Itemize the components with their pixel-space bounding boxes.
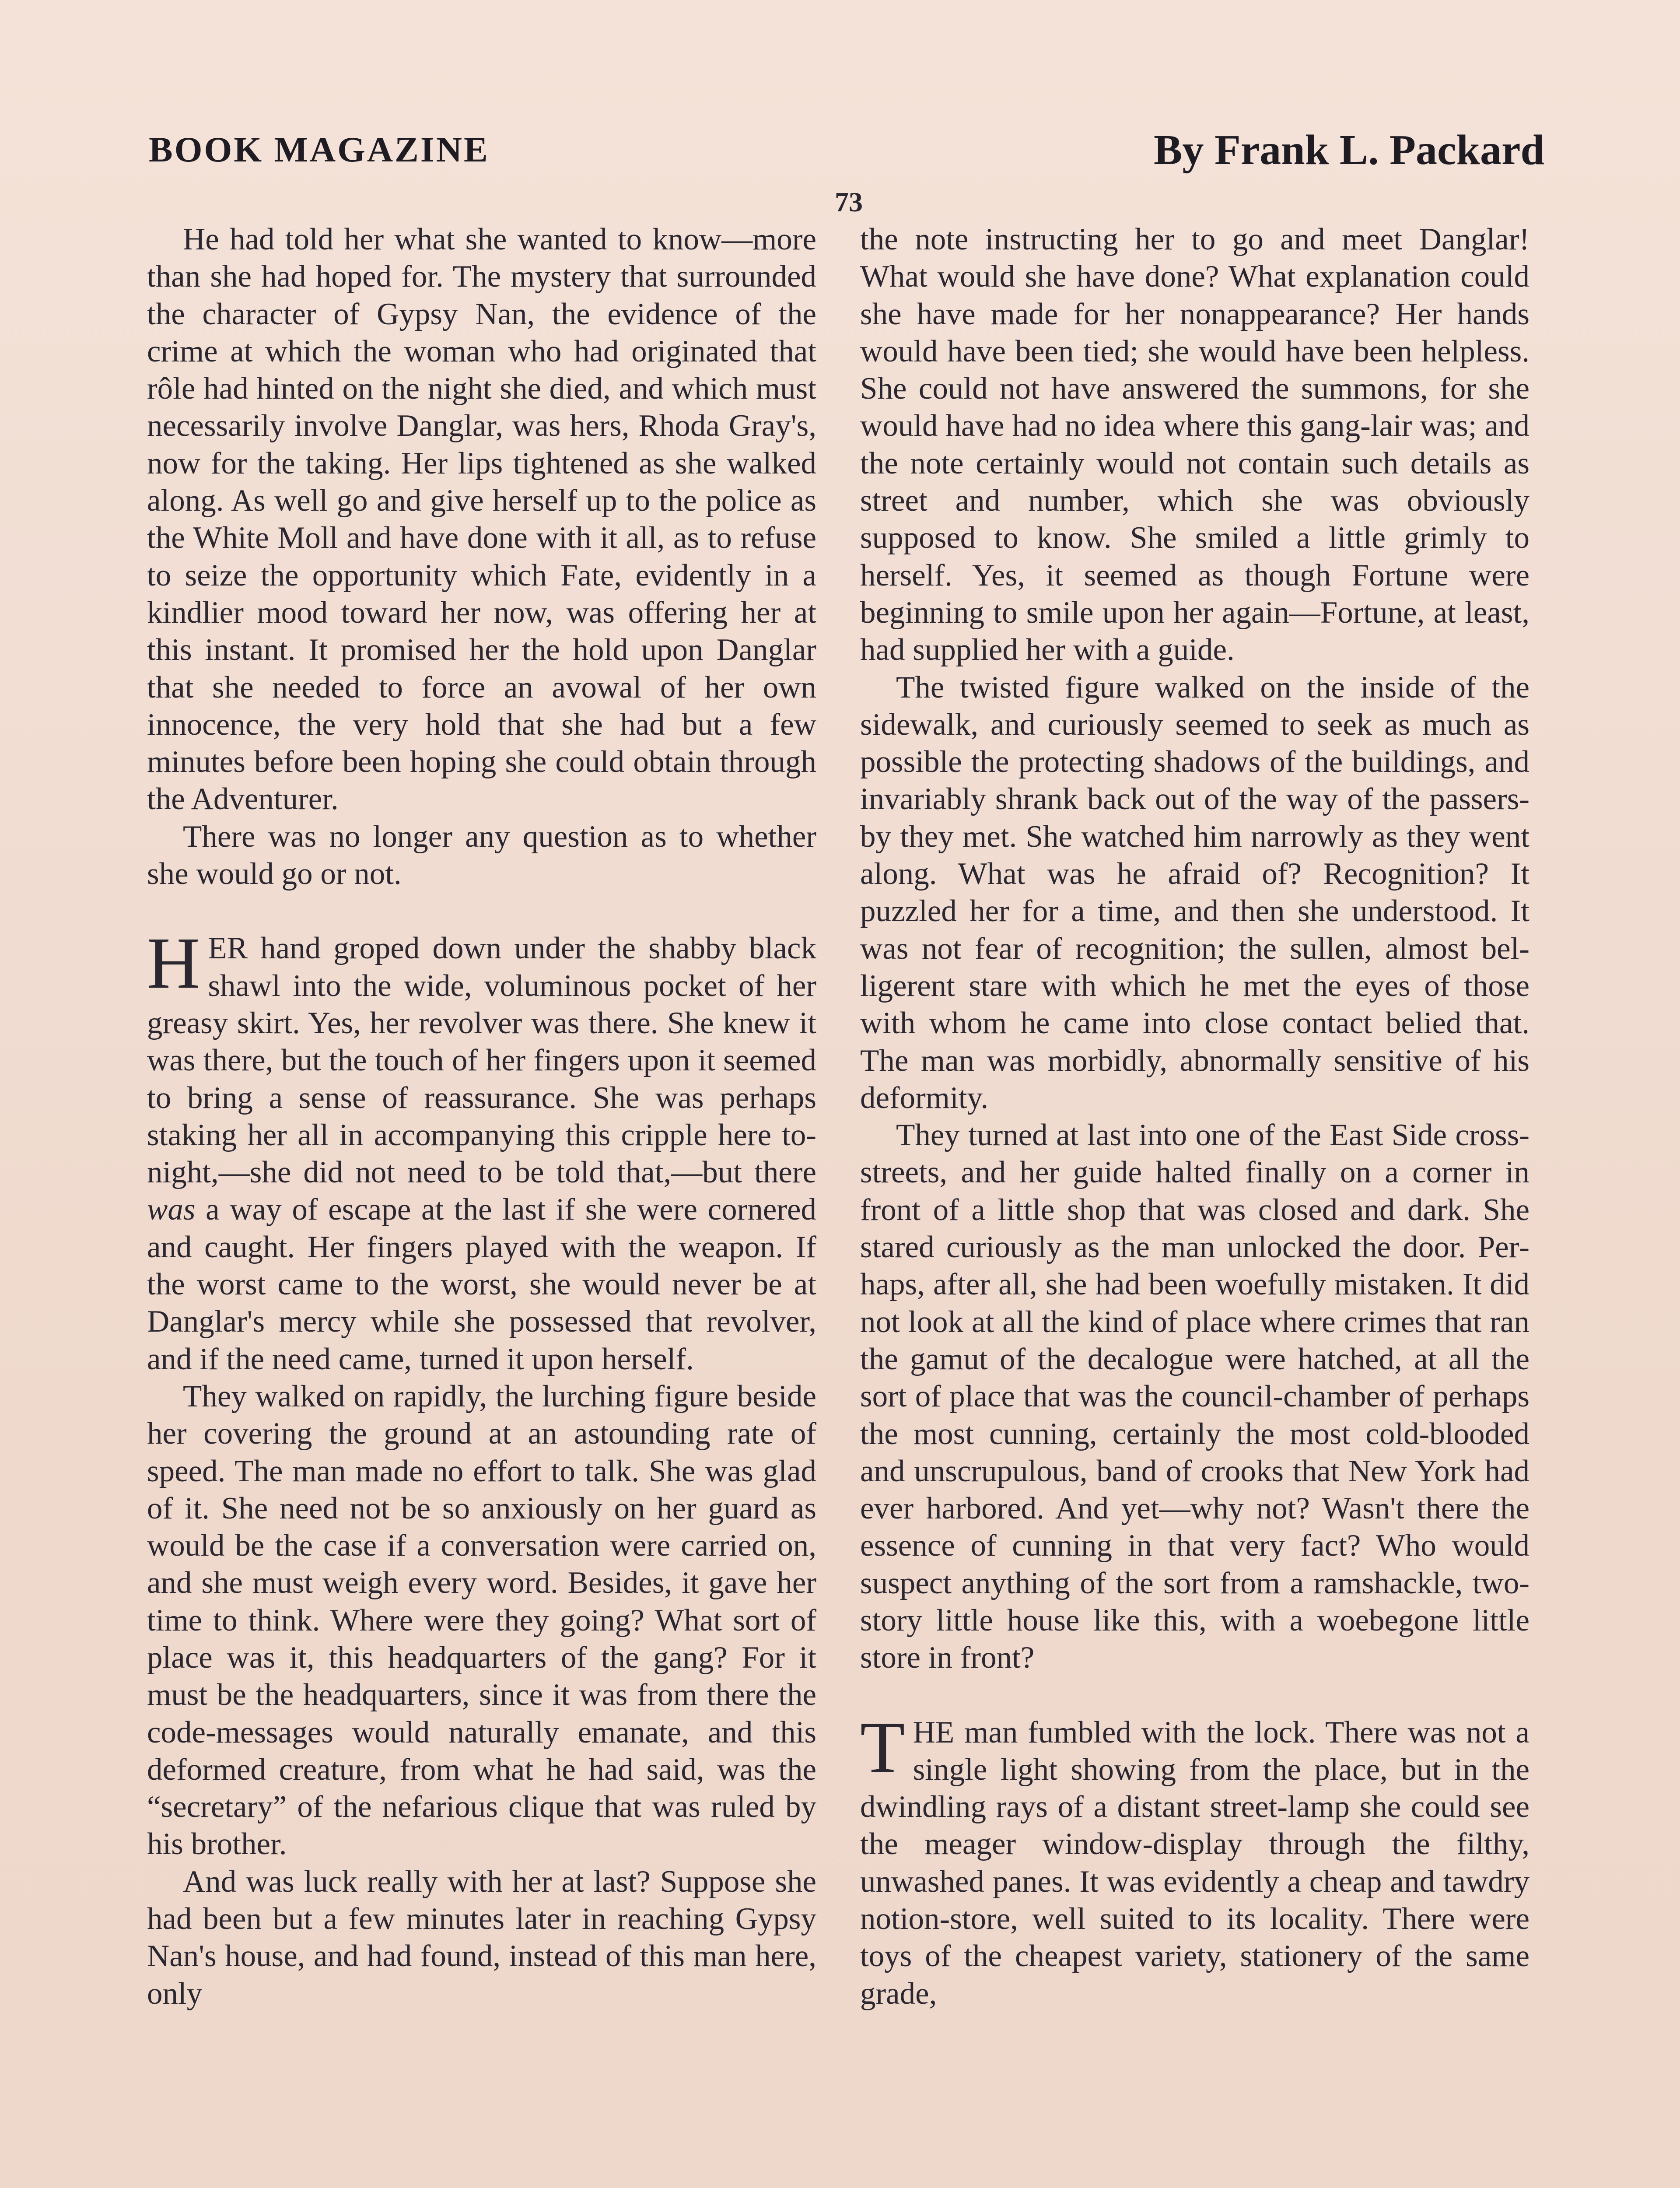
paragraph-text: a way of escape at the last if she were cornered and caught. Her fingers played with the weapon. If the worst came to the worst, she would never be at Danglar's mercy while she possessed that revolver, and if the need came, turned it upon herself.: [147, 1192, 816, 1376]
paragraph: He had told her what she wanted to know—more than she had hoped for. The mystery that surrounded the character of Gypsy Nan, the evidence of the crime at which the woman who had originated that rôle had hinted on the night she died, and which must necessarily involve Danglar, was hers, Rhoda Gray's, now for the taking. Her lips tightened as she walked along. As well go and give herself up to the police as the White Moll and have done with it all, as to refuse to seize the opportunity which Fate, evidently in a kindlier mood toward her now, was offering her at this instant. It promised her the hold upon Danglar that she needed to force an avowal of her own innocence, the very hold that she had but a few minutes before been hoping she could obtain through the Adventurer.: [147, 222, 816, 817]
right-column: [860, 221, 1530, 2013]
left-column: [147, 221, 816, 2013]
paragraph: The twisted figure walked on the inside of the sidewalk, and curiously seemed to seek as much as possible the protecting shadows of the buildings, and invariably shrank back out of the way of the passers-by they met. She watched him narrowly as they went along. What was he afraid of? Recognition? It puzzled her for a time, and then she understood. It was not fear of recognition; the sullen, almost belligerent stare with which he met the eyes of those with whom he came into close contact belied that. The man was morbidly, abnormally sensitive of his deformity.: [860, 670, 1530, 1115]
page-header: [149, 126, 1544, 177]
paragraph-text: HE man fumbled with the lock. There was not a single light showing from the place, but in the dwindling rays of a distant street-lamp she could see the meager window-display through the filthy, unwashed panes. It was evidently a cheap and tawdry notion-store, well suited to its locality. There were toys of the cheapest variety, stationery of the same grade,: [860, 1715, 1530, 2011]
author-byline: By Frank L. Packard: [1154, 126, 1544, 174]
magazine-title: BOOK MAGAZINE: [149, 130, 490, 169]
paragraph: And was luck really with her at last? Suppose she had been but a few minutes later in reaching Gypsy Nan's house, and had found, instead of this man here, only: [147, 1864, 816, 2011]
paragraph-text: ER hand groped down under the shabby black shawl into the wide, voluminous pocket of her greasy skirt. Yes, her revolver was there. She knew it was there, but the touch of her fingers upon it seemed to bring a sense of reassurance. She was perhaps staking her all in accompanying this cripple here to-night,—she did not need to be told that,—but there: [147, 931, 816, 1190]
paragraph: the note instructing her to go and meet Danglar! What would she have done? What explanation could she have made for her nonappearance? Her hands would have been tied; she would have been helpless. She could not have answered the summons, for she would have had no idea where this gang-lair was; and the note certainly would not contain such details as street and number, which she was obviously supposed to know. She smiled a little grimly to herself. Yes, it seemed as though Fortune were beginning to smile upon her again—Fortune, at least, had supplied her with a guide.: [860, 222, 1530, 667]
drop-cap: T: [860, 1706, 905, 1788]
section-paragraph: [147, 922, 816, 1378]
paragraph: They turned at last into one of the East Side cross-streets, and her guide halted finally on a corner in front of a little shop that was closed and dark. She stared curiously as the man unlocked the door. Perhaps, after all, she had been woefully mistaken. It did not look at all the kind of place where crimes that ran the gamut of the decalogue were hatched, at all the sort of place that was the council-chamber of perhaps the most cunning, certainly the most cold-blooded and unscrupulous, band of crooks that New York had ever harbored. And yet—why not? Wasn't there the essence of cunning in that very fact? Who would suspect anything of the sort from a ramshackle, two-story little house like this, with a woebegone little store in front?: [860, 1118, 1530, 1675]
page-number: 73: [835, 186, 863, 217]
drop-cap: H: [147, 922, 200, 1004]
paragraph: They walked on rapidly, the lurching figure beside her covering the ground at an astounding rate of speed. The man made no effort to talk. She was glad of it. She need not be so anxiously on her guard as would be the case if a conversation were carried on, and she must weigh every word. Besides, it gave her time to think. Where were they going? What sort of place was it, this headquarters of the gang? For it must be the headquarters, since it was from there the code-messages would naturally emanate, and this deformed creature, from what he had said, was the “secretary” of the nefarious clique that was ruled by his brother.: [147, 1379, 816, 1862]
section-paragraph: [860, 1706, 1530, 2013]
paragraph: There was no longer any question as to whether she would go or not.: [147, 819, 816, 891]
emphasis-text: was: [147, 1192, 196, 1227]
